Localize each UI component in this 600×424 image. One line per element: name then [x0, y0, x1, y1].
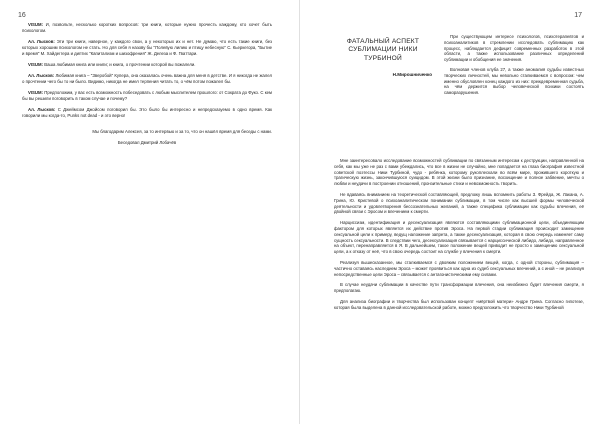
interviewer-signoff: Беседовал Дмитрий Лобачёв [117, 140, 177, 146]
speaker-label: Ал. Лысков: [28, 73, 55, 79]
paragraph-text: Эти три книги, наверное, у каждого свои, а у некоторых их и нет. Не думаю, что есть такие книги, без которых хорошим психологом не стать. Но для себя я назову бы "Полевую лилию и птицу небесную" С. Кьеркегора, "Бытие и время" М. Хайдеггера и диптих "Капитализм и шизофрения" Ж. Делеза и Ф. Гваттари. [22, 39, 272, 56]
paragraph-text: Ваша любимая книга или книги; и книга, о прочтении которой вы пожалели. [43, 61, 196, 67]
paragraph-text: И, позвольте, несколько коротких вопросов: три книги, которые нужно прочесть каждому, кто хочет быть психологом. [22, 22, 272, 33]
article-paragraph: Мне заинтересовало исследование возможностей сублимации по связанным интересам к деструкции, направленной на себя, как мы уже не раз с вами убеждались, что все в жизни не случайно, мне попадается на глаза биография известной советской поэтессы Ники Турбиной, чудо - ребёнка, которому рукоплескали во всём мире, прожившего короткую и трагическую жизнь, закончившуюся суицидом. В этой жизни было признание, восхищение и полное забвение, мечты о любви и неудачи в построении отношений, пронзительные стихи и невозможность творить. [334, 158, 584, 187]
paragraph-text: С Джеймсом Джойсом поговорил бы. Это было бы интересно и непредсказуемо в одно время. Как говорили мы когда-то, Punks not dead - и это верно! [22, 107, 272, 119]
page-number-left: 16 [18, 12, 26, 19]
interview-paragraph [22, 39, 272, 56]
speaker-label: VISUM: [28, 61, 44, 67]
paragraph-text: Предположим, у вас есть возможность побеседовать с любым мыслителем прошлого: от Сократа до Фуко. С кем бы вы решили поговорить в таком случае и почему? [22, 90, 272, 102]
article-paragraph: При существующем интересе психологов, психотерапевтов и психоаналитиков в стремлении исследовать сублимацию как процесс, наблюдается дефицит современных разработок в этой области, а также использование различных определений сублимации и обобщения ее значения. [444, 34, 584, 63]
article-paragraph: Волновая членов клуба 27, а также аномалия судьбы известных творческих личностей, мы невольно сталкиваемся с вопросом: чем именно обусловлен конец каждого из них: преждевременная судьба, на чём держится выбор человеческой психики состоять саморазрушения. [444, 66, 584, 96]
interview-paragraph [22, 22, 272, 34]
speaker-label: Ал. Лысков: [28, 39, 55, 45]
interview-paragraph [22, 90, 272, 102]
article-intro-column [444, 34, 584, 100]
interview-paragraph [22, 107, 272, 119]
speaker-label: Ал. Лысков: [28, 107, 56, 113]
paragraph-text: Любимая книга – "Зверобой" Купера, она оказалась очень важна для меня в детстве. И я никогда не жалел о прочтении чего бы то ни было. Видимо, никогда не имел терпения читать то, о чём потом пожалел бы. [22, 73, 273, 85]
interview-paragraph [22, 62, 272, 68]
article-body-column [334, 158, 584, 316]
article-paragraph: В случае неудачи сублимации в качестве пути трансформации влечения, она неизбежно будет влечения смерти, я предполагаю. [334, 282, 584, 294]
article-paragraph: Не вдаваясь вниманием на теоретической составляющей, предложу лишь вспомнить работы З. Фрейда, Ж. Лакана, А. Грина, Ю. Кристевой о психоаналитическом понимании сублимации, в том числе как высшей формы человеческой деятельности и удовлетворения бессознательных желаний, а также специфика сублимации как судьбы влечения, её двойной связи с Эросом и влечением к смерти. [334, 191, 584, 215]
interview-column [22, 22, 272, 152]
thanks-note: Мы благодарим Алексея, за то интервью и за то, что он нашёл время для беседы с нами. [92, 129, 272, 135]
article-paragraph: Для анализа биографии и творчества был использован концепт «мёртвой матери» Андре Грина. Согласно гипотезе, которая была выделена в данной исследовательской работе, можно предположить что творчество Ники Турбиной [334, 298, 584, 310]
article-paragraph: Нарциссизм, идентификация и десексуализация являются составляющими сублимационной цели, объединяющим фактором для которых является их действие против Эроса. На первой стадии сублимация происходит замещение сексуальной цели к примеру, ведущ наложение запрета, а также десексуализация, которая в свою очередь изменяет саму сущность сексуальности. В следствии чего, десексуализация связывается с нарциссической либидо, либидо, направленное на объект, перенаправляется в Я. В дальнейшем, такое положение вещей приводит не просто к замещению сексуальной цели, а к отказу от неё, что в свою очередь состоит на службе у влечения к смерти. [334, 220, 584, 255]
article-title: ФАТАЛЬНЫЙ АСПЕКТ СУБЛИМАЦИИ НИКИ ТУРБИНОЙ [346, 38, 420, 62]
page-number-right: 17 [574, 12, 582, 19]
right-page [300, 0, 600, 424]
speaker-label: VISUM: [28, 90, 44, 96]
article-author: Н.Мирошниченко [392, 72, 432, 78]
interview-paragraph [22, 73, 272, 85]
article-paragraph: Реализуя вышесказанное, мы сталкиваемся с двояким положением вещей, когда, с одной стороны, сублимация – частично оставаясь наследием Эроса – может проявиться как одна из судеб сексуальных влечений, а с иной – не реализуя непосредственные цели Эроса – связывается с антагонистическими ему силами. [334, 259, 584, 277]
article-header [334, 38, 432, 77]
speaker-label: VISUM: [28, 22, 44, 27]
